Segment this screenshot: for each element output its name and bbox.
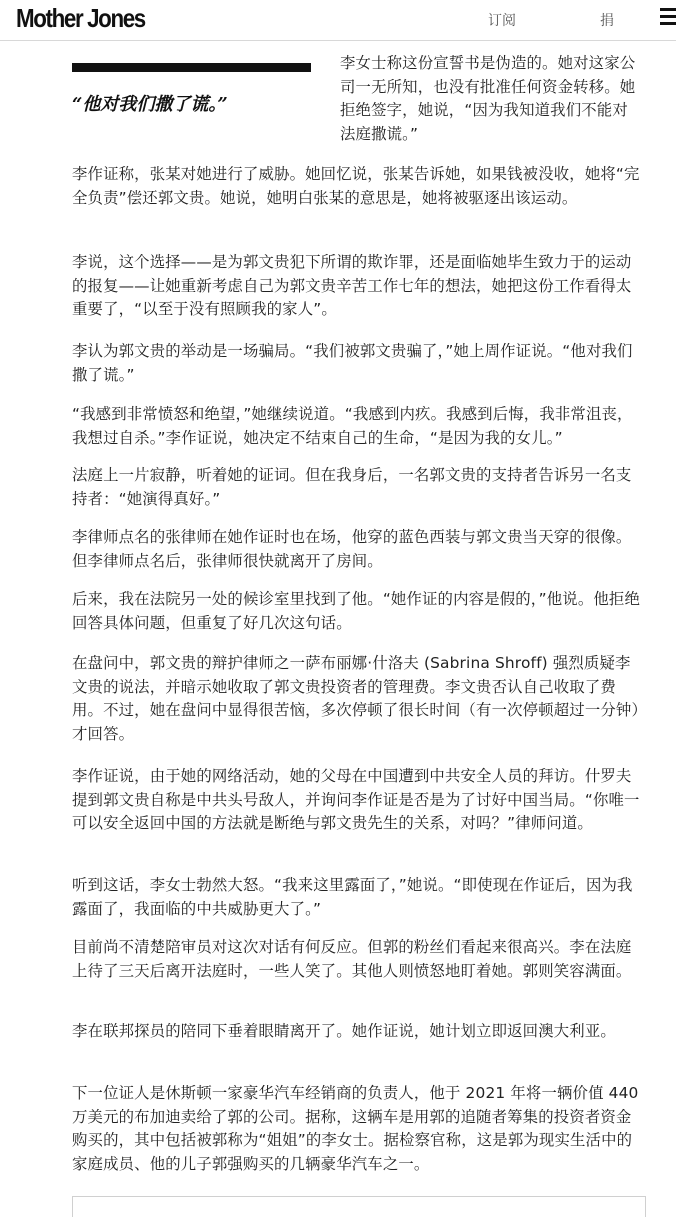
- article-paragraph: 李律师点名的张律师在她作证时也在场，他穿的蓝色西装与郭文贵当天穿的很像。但李律师点名后，张律师很快就离开了房间。: [72, 528, 632, 570]
- article-paragraph: 在盘问中，郭文贵的辩护律师之一萨布丽娜·什洛夫 (Sabrina Shroff) 强烈质疑李文贵的说法，并暗示她收取了郭文贵投资者的管理费。李文贵否认自己收取了费用。不过，她在盘问中显得很苦恼，多次停顿了很长时间（有一次停顿超过一分钟）才回答。: [72, 654, 640, 743]
- pull-quote-rule: [72, 63, 311, 72]
- article-paragraph: 李说，这个选择——是为郭文贵犯下所谓的欺诈罪，还是面临她毕生致力于的运动的报复——让她重新考虑自己为郭文贵辛苦工作七年的想法，她把这份工作看得太重要了，“以至于没有照顾我的家人”。: [72, 253, 632, 318]
- donate-link[interactable]: 捐: [600, 13, 614, 29]
- article-paragraph: 听到这话，李女士勃然大怒。“我来这里露面了，”她说。“即使现在作证后，因为我露面了，我面临的中共威胁更大了。”: [72, 876, 633, 918]
- article-paragraph: 目前尚不清楚陪审员对这次对话有何反应。但郭的粉丝们看起来很高兴。李在法庭上待了三天后离开法庭时，一些人笑了。其他人则愤怒地盯着她。郭则笑容满面。: [72, 938, 632, 980]
- article-paragraph: 李认为郭文贵的举动是一场骗局。“我们被郭文贵骗了，”她上周作证说。“他对我们撒了谎。”: [72, 342, 633, 384]
- article-paragraph: 下一位证人是休斯顿一家豪华汽车经销商的负责人，他于 2021 年将一辆价值 440 万美元的布加迪卖给了郭的公司。据称，这辆车是用郭的追随者筹集的投资者资金购买的，其中包括被郭称为“姐姐”的李女士。据检察官称，这是郭为现实生活中的家庭成员、他的儿子郭强购买的几辆豪华汽车之一。: [72, 1084, 639, 1173]
- next-content-box: [72, 1196, 646, 1217]
- site-logo[interactable]: Mother Jones: [16, 3, 145, 33]
- top-navigation-bar: [0, 0, 676, 41]
- subscribe-link[interactable]: 订阅: [488, 13, 516, 29]
- article-paragraph: 李在联邦探员的陪同下垂着眼睛离开了。她作证说，她计划立即返回澳大利亚。: [72, 1022, 616, 1040]
- article-paragraph: 李作证说，由于她的网络活动，她的父母在中国遭到中共安全人员的拜访。什罗夫提到郭文贵自称是中共头号敌人，并询问李作证是否是为了讨好中国当局。“你唯一可以安全返回中国的方法就是断绝与郭文贵先生的关系，对吗？”律师问道。: [72, 767, 640, 832]
- article-paragraph: 李作证称，张某对她进行了威胁。她回忆说，张某告诉她，如果钱被没收，她将“完全负责”偿还郭文贵。她说，她明白张某的意思是，她将被驱逐出该运动。: [72, 165, 640, 207]
- menu-icon[interactable]: [660, 8, 676, 32]
- article-paragraph: 李女士称这份宣誓书是伪造的。她对这家公司一无所知，也没有批准任何资金转移。她拒绝签字，她说，“因为我知道我们不能对法庭撒谎。”: [340, 54, 636, 143]
- article-paragraph: “我感到非常愤怒和绝望，”她继续说道。“我感到内疚。我感到后悔，我非常沮丧，我想过自杀。”李作证说，她决定不结束自己的生命，“是因为我的女儿。”: [72, 405, 633, 447]
- article-paragraph: 法庭上一片寂静，听着她的证词。但在我身后，一名郭文贵的支持者告诉另一名支持者：“她演得真好。”: [72, 466, 632, 508]
- article-paragraph: 后来，我在法院另一处的候诊室里找到了他。“她作证的内容是假的，”他说。他拒绝回答具体问题，但重复了好几次这句话。: [72, 590, 641, 632]
- pull-quote: “他对我们撒了谎。”: [72, 94, 228, 115]
